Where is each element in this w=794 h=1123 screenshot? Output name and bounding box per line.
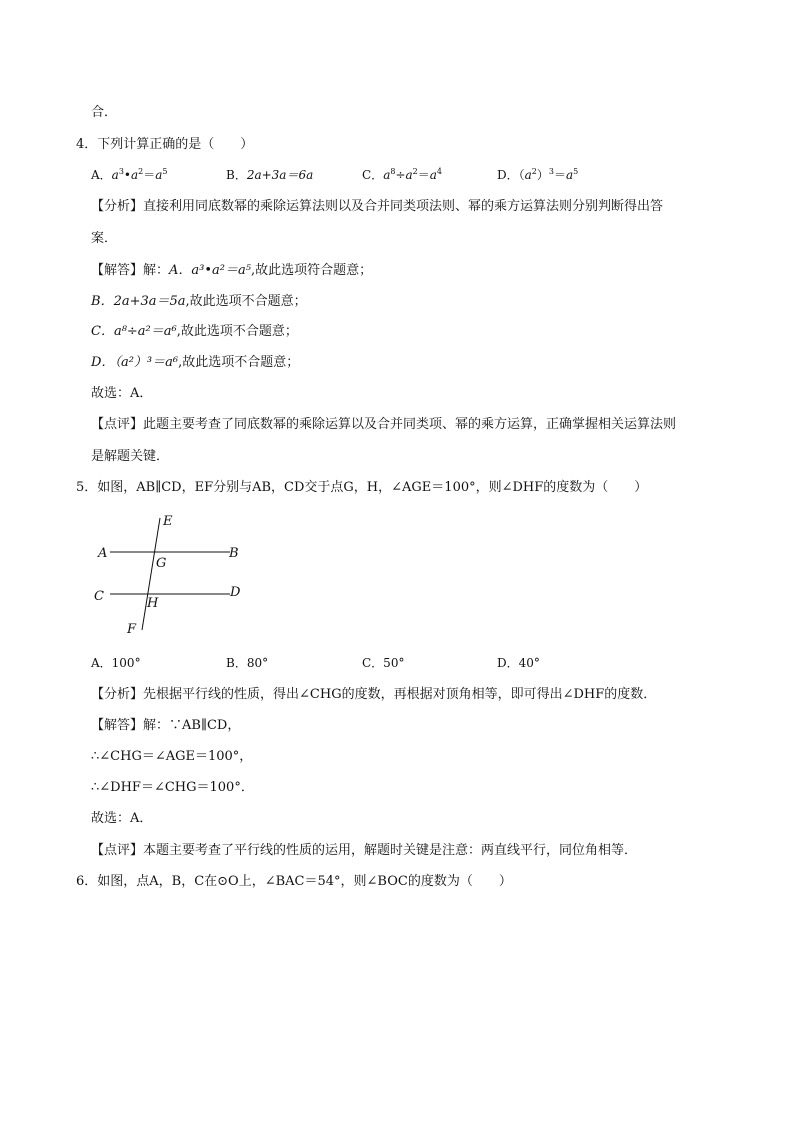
q5-step-1: ∴∠CHG＝∠AGE＝100°，: [91, 749, 253, 764]
q4-solution-c: C．a⁸÷a²＝a⁶,故此选项不合题意；: [91, 324, 298, 339]
question-number: 4．: [76, 137, 98, 152]
label-f: F: [127, 622, 137, 637]
q3-tail: 合．: [91, 105, 118, 120]
q4-option-a: A．$a^3•a^2=a^5$: [91, 167, 168, 182]
q4-solution-a: 【解答】解：A．a³•a²＝a⁵,故此选项符合题意；: [91, 263, 373, 278]
q5-comment: 【点评】本题主要考查了平行线的性质的运用，解题时关键是注意：两直线平行，同位角相等．: [91, 843, 638, 858]
q4-analysis: 【分析】直接利用同底数幂的乘除运算法则以及合并同类项法则、幂的乘方运算法则分别判断得出答: [91, 199, 664, 214]
question-text: 如图，点A，B，C在⊙O上，∠BAC＝54°，则∠BOC的度数为（ ）: [97, 874, 512, 889]
q4-comment-cont: 是解题关键．: [91, 449, 170, 464]
q4-analysis-cont: 案．: [91, 231, 118, 246]
q5-option-b: B．80°: [226, 656, 269, 670]
q5-choice: 故选：A．: [91, 811, 153, 826]
label-b: B: [229, 546, 239, 561]
question-5-stem: [76, 479, 647, 497]
label-a: A: [98, 546, 108, 561]
line-ef: [142, 518, 160, 630]
label-g: G: [156, 556, 167, 571]
q5-solution: 【解答】解：∵AB∥CD，: [91, 718, 241, 733]
question-6-stem: [76, 873, 512, 891]
question-text: 如图，AB∥CD，EF分别与AB，CD交于点G，H，∠AGE＝100°，则∠DHF的度数为（ ）: [97, 480, 648, 495]
question-text: 下列计算正确的是（ ）: [97, 137, 254, 152]
q4-choice: 故选：A．: [91, 386, 153, 401]
q4-option-c: C．$a^8\div a^2=a^4$: [362, 167, 443, 182]
label-e: E: [163, 514, 173, 529]
parallel-lines-diagram: [88, 510, 258, 640]
q4-solution-b: B．2a+3a＝5a,故此选项不合题意；: [91, 294, 307, 309]
q5-option-c: C．50°: [362, 656, 405, 670]
q5-step-2: ∴∠DHF＝∠CHG＝100°．: [91, 780, 254, 795]
label-d: D: [230, 585, 241, 600]
q5-option-a: A．100°: [91, 656, 141, 670]
question-number: 6．: [76, 874, 98, 889]
q4-comment: 【点评】此题主要考查了同底数幂的乘除运算以及合并同类项、幂的乘方运算，正确掌握相关运算法则: [91, 417, 677, 432]
question-number: 5．: [76, 480, 98, 495]
question-4-stem: [76, 136, 253, 154]
q5-analysis: 【分析】先根据平行线的性质，得出∠CHG的度数，再根据对顶角相等，即可得出∠DHF的度数．: [91, 687, 657, 702]
q4-option-b: B．2a+3a＝6a: [226, 168, 314, 182]
q5-option-d: D．40°: [497, 656, 540, 670]
label-h: H: [147, 596, 159, 611]
label-c: C: [94, 589, 104, 604]
q4-solution-d: D．（a²）³＝a⁶,故此选项不合题意；: [91, 355, 300, 370]
q4-option-d: D．$(a^2)^3=a^5$: [497, 167, 579, 182]
